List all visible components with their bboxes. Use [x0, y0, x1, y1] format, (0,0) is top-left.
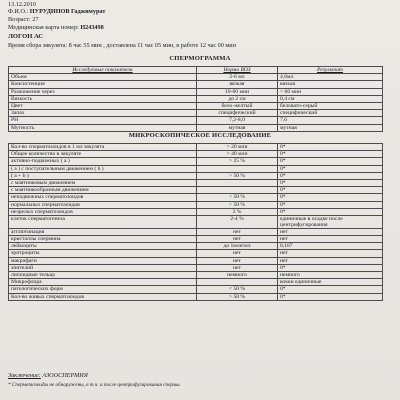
microscopy-table — [8, 143, 383, 301]
parameter-cell: патологических форм — [9, 286, 197, 293]
result-cell: 0* — [278, 165, 383, 172]
norm-cell: специфический — [197, 110, 278, 117]
result-cell: 0* — [278, 293, 383, 300]
norm-cell: > 50 % — [197, 293, 278, 300]
result-cell: кокки единичные — [278, 279, 383, 286]
parameter-cell: Консистенция — [9, 81, 197, 88]
result-cell: 0* — [278, 201, 383, 208]
doctor-name: ЛОГОН АС — [8, 33, 44, 40]
norm-cell: нет — [197, 257, 278, 264]
parameter-cell: нормальных сперматозоидов — [9, 201, 197, 208]
result-cell: единичные в осадке после центрифугирования — [278, 215, 383, 228]
table-row — [9, 102, 383, 109]
report-date: 13.12.2010 — [8, 1, 36, 8]
parameter-cell: кристаллы спермина — [9, 236, 197, 243]
result-cell: 0,187 — [278, 243, 383, 250]
norm-cell: нет — [197, 236, 278, 243]
table-row — [9, 201, 383, 208]
age-label: Возраст: — [8, 16, 31, 23]
table-row — [9, 228, 383, 235]
footnote: * Сперматозоиды не обнаружены, в т.ч. и после центрифугирования спермы. — [8, 382, 181, 388]
norm-cell: немного — [197, 272, 278, 279]
table-row — [9, 286, 383, 293]
table-header-row — [9, 67, 383, 74]
parameter-cell: с маятниковым движением — [9, 179, 197, 186]
result-cell: мутная — [278, 124, 383, 131]
table-row — [9, 151, 383, 158]
result-cell: нет — [278, 228, 383, 235]
header-parameter: Исследуемые показатели — [9, 67, 197, 74]
norm-cell: вязкая — [197, 81, 278, 88]
parameter-cell: Запах — [9, 110, 197, 117]
table-row — [9, 264, 383, 271]
parameter-cell: с маятникообразным движением — [9, 187, 197, 194]
result-cell: 0* — [278, 264, 383, 271]
conclusion-label: Заключение: — [8, 372, 41, 379]
table-row — [9, 250, 383, 257]
result-cell: вязкая — [278, 81, 383, 88]
parameter-cell: макрофаги — [9, 257, 197, 264]
table-row — [9, 236, 383, 243]
parameter-cell: ( a ) с поступательным движением ( b ) — [9, 165, 197, 172]
norm-cell: 2-6 мл — [197, 74, 278, 81]
result-cell: 7,6 — [278, 117, 383, 124]
table-row — [9, 158, 383, 165]
result-cell: немного — [278, 272, 383, 279]
result-cell: 0* — [278, 286, 383, 293]
table-row — [9, 272, 383, 279]
parameter-cell: Объем — [9, 74, 197, 81]
norm-cell — [197, 279, 278, 286]
age-value: 27 — [32, 16, 39, 23]
result-cell: 0,4 см — [278, 95, 383, 102]
table-row — [9, 144, 383, 151]
fio-label: Ф.И.О.: — [8, 8, 29, 15]
parameter-cell: лейкоциты — [9, 243, 197, 250]
fio-value: НУРУДИНОВ Гаджимурат — [29, 8, 106, 15]
norm-cell: до 2 см — [197, 95, 278, 102]
norm-cell — [197, 187, 278, 194]
patient-name-line — [8, 8, 105, 15]
parameter-cell: неподвижных сперматозоидов — [9, 194, 197, 201]
parameter-cell: эпителий — [9, 264, 197, 271]
norm-cell: нет — [197, 264, 278, 271]
norm-cell: 7,2-8,0 — [197, 117, 278, 124]
table-row — [9, 187, 383, 194]
norm-cell: нет — [197, 250, 278, 257]
parameter-cell: Мутность — [9, 124, 197, 131]
parameter-cell: эритроциты — [9, 250, 197, 257]
parameter-cell: Кол-во сперматозоидов в 1 мл эякулята — [9, 144, 197, 151]
table-row — [9, 95, 383, 102]
parameter-cell: Цвет — [9, 102, 197, 109]
table-row — [9, 165, 383, 172]
conclusion-value: АЗООСПЕРМИЯ — [42, 372, 88, 379]
norm-cell: > 25 % — [197, 158, 278, 165]
parameter-cell: клеток сперматогенеза — [9, 215, 197, 228]
norm-cell — [197, 179, 278, 186]
norm-cell: нет — [197, 228, 278, 235]
parameter-cell: агглютинация — [9, 228, 197, 235]
norm-cell: < 50 % — [197, 286, 278, 293]
norm-cell: до 1млн/мл — [197, 243, 278, 250]
table-row — [9, 194, 383, 201]
result-cell: 0* — [278, 158, 383, 165]
result-cell: беловато-серый — [278, 102, 383, 109]
table-row — [9, 215, 383, 228]
parameter-cell: незрелых сперматозоидов — [9, 208, 197, 215]
spermogram-table — [8, 66, 383, 132]
table-row — [9, 81, 383, 88]
parameter-cell: Общее количество в эякуляте — [9, 151, 197, 158]
header-norm: Норма ВОЗ — [197, 67, 278, 74]
norm-cell: 10-60 мин — [197, 88, 278, 95]
norm-cell: мутная — [197, 124, 278, 131]
conclusion — [8, 372, 88, 379]
norm-cell: > 20 млн — [197, 144, 278, 151]
result-cell: специфический — [278, 110, 383, 117]
parameter-cell: активно-подвижных ( a ) — [9, 158, 197, 165]
result-cell: 0* — [278, 187, 383, 194]
table-row — [9, 208, 383, 215]
norm-cell: > 40 млн — [197, 151, 278, 158]
card-value: Н243498 — [80, 24, 104, 31]
norm-cell: 2 % — [197, 208, 278, 215]
result-cell: 0* — [278, 144, 383, 151]
result-cell: 0* — [278, 172, 383, 179]
table-row — [9, 243, 383, 250]
norm-cell: бело-желтый — [197, 102, 278, 109]
result-cell: нет — [278, 257, 383, 264]
parameter-cell: Микрофлора — [9, 279, 197, 286]
card-line — [8, 24, 104, 31]
header-result: Результат — [278, 67, 383, 74]
table-row — [9, 279, 383, 286]
table-row — [9, 293, 383, 300]
norm-cell: > 50 % — [197, 201, 278, 208]
norm-cell: > 50 % — [197, 172, 278, 179]
table-row — [9, 88, 383, 95]
table-row — [9, 257, 383, 264]
table-row — [9, 172, 383, 179]
table-row — [9, 124, 383, 131]
table-row — [9, 74, 383, 81]
section-title-spermogram: СПЕРМОГРАММА — [169, 55, 231, 62]
section-title-microscopy: МИКРОСКОПИЧЕСКОЕ ИССЛЕДОВАНИЕ — [128, 132, 272, 139]
result-cell: 0* — [278, 179, 383, 186]
age-line — [8, 16, 38, 23]
parameter-cell: Разжижение через — [9, 88, 197, 95]
parameter-cell: ( a + b ) — [9, 172, 197, 179]
parameter-cell: PH — [9, 117, 197, 124]
parameter-cell: Кол-во живых сперматозоидов — [9, 293, 197, 300]
card-label: Медицинская карта номер: — [8, 24, 79, 31]
table-row — [9, 179, 383, 186]
collection-time-line: Время сбора эякулята: 8 час 55 мин , доставлена 11 час 05 мин, в работе 12 час 00 мин — [8, 42, 236, 49]
result-cell: 4,6мл — [278, 74, 383, 81]
parameter-cell: Вязкость — [9, 95, 197, 102]
result-cell: < 60 мин — [278, 88, 383, 95]
norm-cell: 2-4 % — [197, 215, 278, 228]
parameter-cell: липоидные тельца — [9, 272, 197, 279]
result-cell: 0* — [278, 194, 383, 201]
result-cell: нет — [278, 236, 383, 243]
result-cell: 0* — [278, 151, 383, 158]
result-cell: 0* — [278, 208, 383, 215]
table-row — [9, 117, 383, 124]
norm-cell: < 50 % — [197, 194, 278, 201]
norm-cell — [197, 165, 278, 172]
table-row — [9, 110, 383, 117]
result-cell: нет — [278, 250, 383, 257]
